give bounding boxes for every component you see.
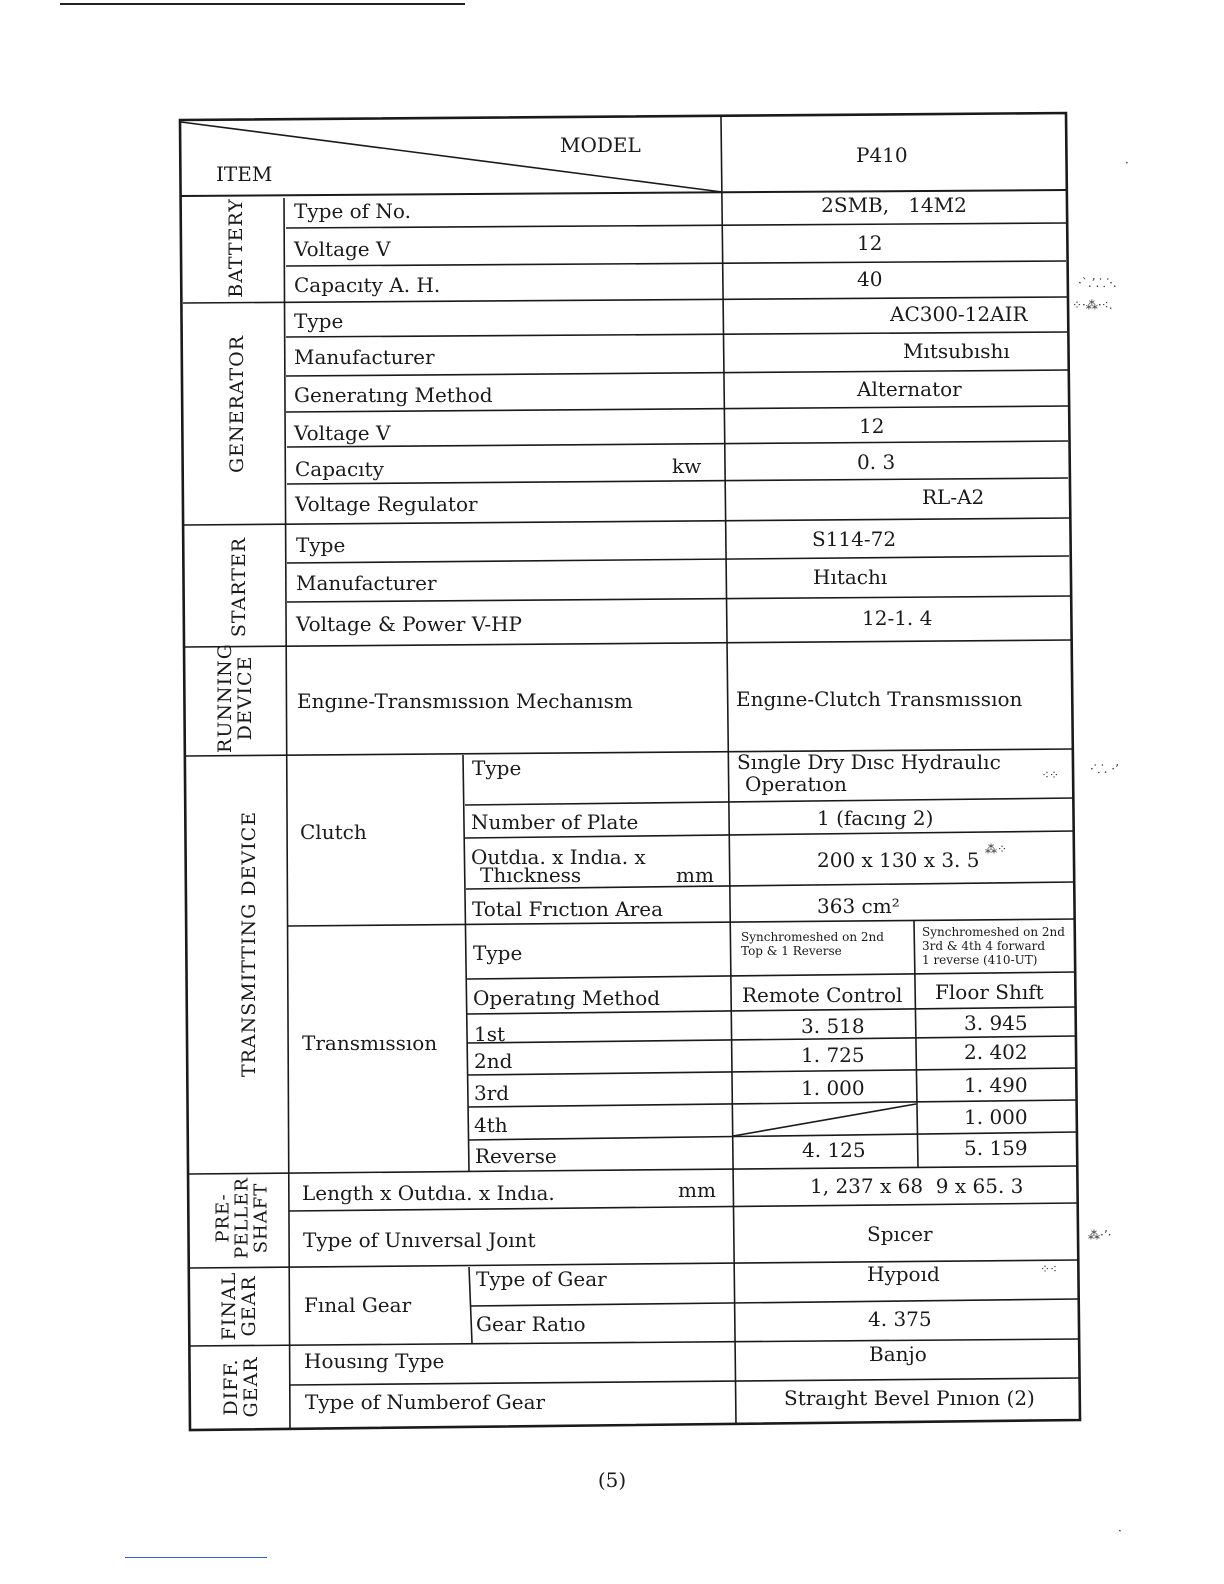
- row-value: 4. 375: [868, 1307, 932, 1331]
- row-label: Type of Unıversal Joınt: [303, 1228, 536, 1252]
- row-value: Floor Shıft: [935, 980, 1044, 1004]
- type-line: 3rd & 4th 4 forward: [922, 938, 1046, 953]
- row-value: Straıght Bevel Pınıon (2): [784, 1386, 1035, 1410]
- type-line: Synchromeshed on 2nd: [741, 930, 884, 944]
- row-label: Capacıty: [295, 457, 384, 481]
- section-label-generator: GENERATOR: [226, 334, 249, 474]
- row-label: Outdıa. x Indıa. x: [471, 845, 646, 869]
- scan-speck: ·: [1118, 1524, 1122, 1538]
- section-label-diff-gear: [222, 1356, 262, 1417]
- row-label: Manufacturer: [294, 345, 435, 369]
- row-label: Length x Outdıa. x Indıa.: [302, 1181, 555, 1205]
- sub-column-line: [463, 755, 469, 1172]
- row-label: Voltage V: [294, 237, 391, 261]
- row-value: RL-A2: [922, 485, 985, 509]
- row-label: Type: [473, 941, 523, 965]
- row-value: 200 x 130 x 3. 5: [817, 848, 980, 872]
- model-header: MODEL: [560, 133, 641, 157]
- row-label: Type: [472, 756, 522, 780]
- gear-value-b: 2. 402: [964, 1040, 1028, 1064]
- row-label: Operatıng Method: [473, 986, 661, 1010]
- page-number: (5): [597, 1468, 627, 1492]
- row-label: Gear Ratıo: [476, 1312, 586, 1336]
- item-header: ITEM: [216, 162, 273, 186]
- section-label-line: GEAR: [240, 1356, 262, 1418]
- row-value: Remote Control: [742, 983, 903, 1007]
- row-label: Housıng Type: [304, 1349, 445, 1373]
- scan-speck: ·`.’.⸪·.: [1078, 276, 1117, 290]
- row-label: Engıne-Transmıssıon Mechanısm: [297, 689, 633, 713]
- section-label-line: FINAL: [218, 1271, 241, 1341]
- row-value: 40: [857, 267, 883, 291]
- section-column-line: [284, 198, 290, 1429]
- transmission-type-a: [741, 931, 884, 959]
- section-line: [185, 640, 1071, 647]
- row-label: Type: [294, 309, 344, 333]
- transmission-split-line: [914, 921, 918, 1167]
- section-line: [189, 1339, 1079, 1346]
- row-label: Type of No.: [294, 199, 411, 223]
- row-value: 363 cm²: [817, 894, 900, 918]
- gear-value-a: 1. 725: [801, 1043, 865, 1067]
- section-label-line: SHAFT: [250, 1182, 272, 1254]
- gear-label: 3rd: [474, 1081, 510, 1105]
- section-label-running-device: [216, 643, 256, 753]
- row-label: Generatıng Method: [294, 383, 493, 407]
- row-label: Thıckness: [480, 863, 582, 887]
- section-label-final-gear: [220, 1272, 260, 1341]
- section-line: [184, 518, 1069, 525]
- transmission-label: Transmıssıon: [302, 1031, 438, 1055]
- row-value: Engıne-Clutch Transmıssıon: [736, 687, 1023, 711]
- row-value: Spıcer: [867, 1222, 933, 1246]
- scan-speck: ⁂·’·: [1088, 1228, 1112, 1242]
- type-line: Synchromeshed on 2nd: [922, 925, 1065, 939]
- gear-label: 4th: [474, 1113, 508, 1137]
- gear-value-b: 3. 945: [964, 1011, 1028, 1035]
- gear-label: Reverse: [475, 1144, 557, 1168]
- row-unit: mm: [676, 863, 714, 887]
- row-label: Voltage & Power V-HP: [296, 612, 522, 636]
- section-label-propeller-shaft: [212, 1177, 272, 1259]
- row-label: Total Frıctıon Area: [472, 897, 664, 921]
- gear-label: 1st: [474, 1022, 506, 1046]
- section-label-line: DEVICE: [234, 655, 256, 741]
- section-label-starter: STARTER: [228, 536, 251, 638]
- row-value: 2SMB, 14M2: [821, 193, 967, 217]
- section-label-line: PRE-: [212, 1193, 234, 1243]
- gear-value-a: 3. 518: [801, 1014, 865, 1038]
- type-line: Top & 1 Reverse: [741, 943, 842, 958]
- final-gear-label: Fınal Gear: [304, 1293, 412, 1317]
- gear-value-a: 4. 125: [802, 1138, 866, 1162]
- row-value: Alternator: [857, 377, 962, 401]
- gear-value-b: 1. 000: [964, 1105, 1028, 1129]
- scan-speck: ·⸪. ·’: [1090, 762, 1119, 776]
- gear-value-b: 1. 490: [964, 1073, 1028, 1097]
- row-label: Type of Gear: [476, 1267, 607, 1291]
- scan-speck: ⁘·⁂·⁖.: [1072, 298, 1113, 312]
- row-value: 0. 3: [857, 450, 896, 474]
- row-value: 12: [859, 414, 885, 438]
- row-label: Voltage V: [294, 421, 391, 445]
- bottom-rule: [125, 1557, 267, 1558]
- row-label: Number of Plate: [471, 810, 639, 834]
- clutch-label: Clutch: [300, 820, 367, 844]
- section-label-line: DIFF.: [220, 1358, 243, 1416]
- scan-speck: ⁖⁘: [1042, 768, 1060, 782]
- row-value: AC300-12AIR: [890, 302, 1028, 326]
- scan-speck: ·: [1125, 156, 1129, 170]
- row-label: Capacıty A. H.: [294, 273, 441, 297]
- section-line: [188, 1166, 1077, 1174]
- row-value: 12: [857, 231, 883, 255]
- row-label: Manufacturer: [296, 571, 437, 595]
- gear-label: 2nd: [474, 1049, 513, 1073]
- section-label-line: RUNNING: [214, 643, 237, 753]
- row-value: 1 (facıng 2): [817, 806, 934, 830]
- row-value: Mıtsubıshı: [903, 339, 1010, 363]
- scan-speck: ⁂⁘: [985, 842, 1008, 856]
- row-unit: kw: [672, 454, 702, 478]
- row-label: Type of Numberof Gear: [305, 1390, 546, 1414]
- gear-value-b: 5. 159: [964, 1136, 1028, 1160]
- transmission-type-b: [922, 926, 1065, 967]
- row-unit: mm: [678, 1178, 716, 1202]
- scan-speck: ⁘⁖: [1040, 1262, 1058, 1276]
- section-label-line: PELLER: [231, 1177, 253, 1259]
- section-line: [189, 1260, 1078, 1268]
- row-value: 12-1. 4: [862, 606, 933, 630]
- fourth-gear-slash: [733, 1104, 916, 1136]
- row-value: Operatıon: [745, 772, 847, 796]
- gear-value-a: 1. 000: [801, 1076, 865, 1100]
- row-label: Type: [296, 533, 346, 557]
- row-label: Voltage Regulator: [295, 492, 478, 516]
- row-value: Sıngle Dry Dısc Hydraulıc: [737, 750, 1001, 774]
- section-label-transmitting-device: TRANSMITTING DEVICE: [238, 810, 261, 1078]
- model-value: P410: [856, 143, 908, 167]
- row-value: Banjo: [869, 1342, 927, 1366]
- type-line: 1 reverse (410-UT): [922, 952, 1038, 967]
- row-value: Hypoıd: [867, 1262, 940, 1286]
- row-value: 1, 237 x 68 9 x 65. 3: [810, 1174, 1024, 1198]
- section-label-line: GEAR: [238, 1275, 260, 1337]
- value-column-line: [721, 117, 736, 1424]
- section-label-battery: BATTERY: [225, 198, 248, 298]
- row-value: Hıtachı: [813, 565, 888, 589]
- row-value: S114-72: [812, 527, 897, 551]
